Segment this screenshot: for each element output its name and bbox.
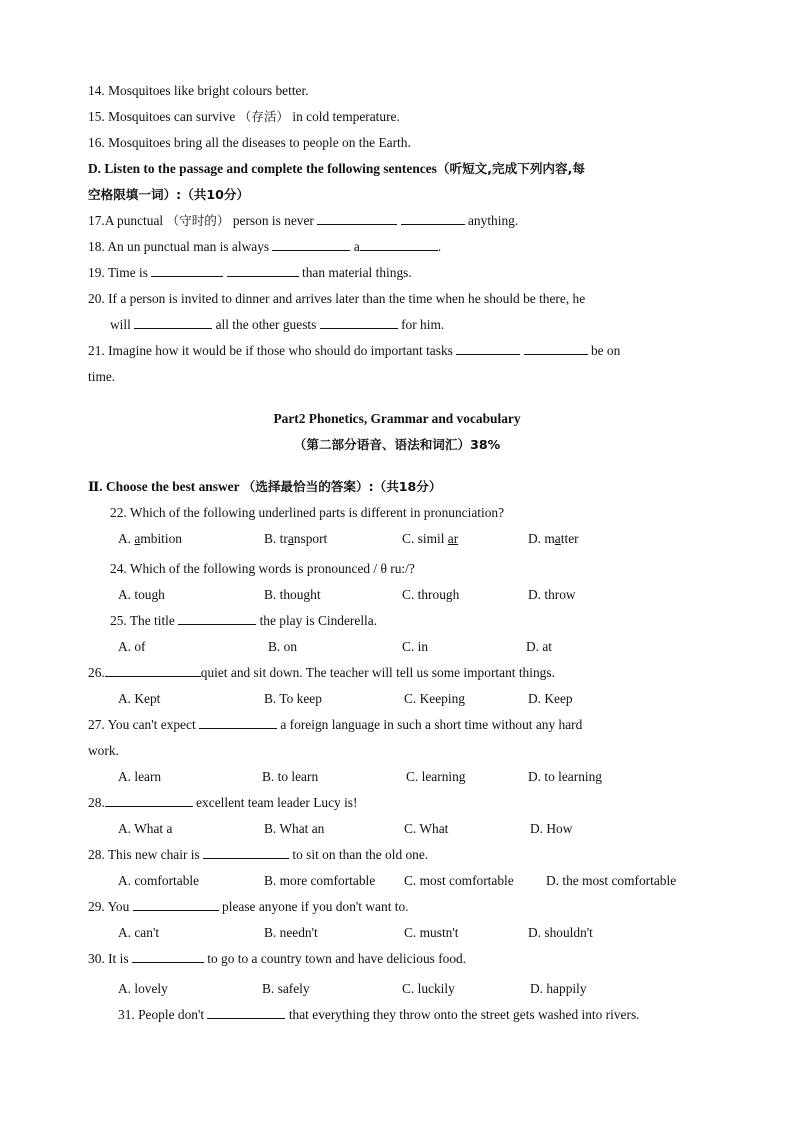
question-29 — [88, 898, 409, 916]
option-28b-b[interactable]: B. more comfortable — [264, 873, 376, 888]
answer-blank[interactable] — [151, 264, 223, 277]
section-d-instruction-1: （听短文,完成下列内容,每 — [436, 161, 585, 176]
section-d-heading — [88, 160, 585, 178]
option-29-c[interactable]: C. mustn't — [404, 925, 459, 940]
question-15-text-end: in cold temperature. — [292, 109, 400, 124]
answer-blank[interactable] — [207, 1006, 285, 1019]
option-25-d[interactable]: D. at — [526, 639, 553, 654]
option-text: nsport — [293, 531, 328, 546]
option-27-c[interactable]: C. learning — [406, 769, 466, 784]
option-letter: A. — [118, 531, 135, 546]
option-26-c[interactable]: C. Keeping — [404, 691, 465, 706]
question-20 — [88, 290, 585, 308]
question-15 — [88, 108, 400, 126]
question-18 — [88, 238, 441, 256]
option-24-c[interactable]: C. through — [402, 587, 460, 602]
option-28a-b[interactable]: B. What an — [264, 821, 325, 836]
answer-blank[interactable] — [105, 664, 201, 677]
question-28b-text: 28. This new chair is — [88, 847, 200, 862]
part-2-subtitle — [0, 436, 794, 454]
question-21-text: 21. Imagine how it would be if those who should do important tasks — [88, 343, 453, 358]
option-22-a[interactable] — [118, 530, 182, 548]
answer-blank[interactable] — [272, 238, 350, 251]
question-28-number: 28. — [88, 795, 105, 810]
option-24-d[interactable]: D. throw — [528, 587, 576, 602]
question-25 — [110, 612, 377, 630]
section-ii-instruction: （选择最恰当的答案）:（共18分） — [242, 479, 442, 494]
question-15-chinese-gloss: （存活） — [238, 109, 290, 124]
question-22-text: 22. Which of the following underlined parts is different in pronunciation? — [110, 505, 505, 520]
question-21-text-2: time. — [88, 369, 116, 384]
option-29-b[interactable]: B. needn't — [264, 925, 318, 940]
question-16-text: 16. Mosquitoes bring all the diseases to people on the Earth. — [88, 135, 411, 150]
option-text: tr — [279, 531, 288, 546]
question-17-text: 17.A punctual — [88, 213, 164, 228]
underlined-part: ar — [447, 531, 459, 546]
answer-blank[interactable] — [105, 794, 193, 807]
question-17-chinese-gloss: （守时的） — [166, 213, 230, 228]
question-29-text-end: please anyone if you don't want to. — [222, 899, 409, 914]
question-21-text-end: be on — [590, 343, 621, 358]
answer-blank[interactable] — [132, 950, 204, 963]
underlined-part: a — [554, 531, 561, 546]
question-18-text-mid: a — [353, 239, 360, 254]
option-22-c[interactable] — [402, 530, 458, 548]
question-28-first — [88, 794, 357, 812]
option-28a-c[interactable]: C. What — [404, 821, 449, 836]
question-27-line-2 — [88, 742, 119, 760]
option-30-a[interactable]: A. lovely — [118, 981, 168, 996]
question-19-text: 19. Time is — [88, 265, 148, 280]
question-25-text: 25. The title — [110, 613, 175, 628]
question-28-second — [88, 846, 428, 864]
question-30-text: 30. It is — [88, 951, 129, 966]
option-letter: C. — [402, 531, 418, 546]
option-30-d[interactable]: D. happily — [530, 981, 587, 996]
question-31-text: 31. People don't — [118, 1007, 205, 1022]
option-text: mbition — [140, 531, 182, 546]
answer-blank[interactable] — [401, 212, 465, 225]
option-28b-a[interactable]: A. comfortable — [118, 873, 200, 888]
question-29-text: 29. You — [88, 899, 130, 914]
question-19 — [88, 264, 412, 282]
option-22-b[interactable] — [264, 530, 327, 548]
option-26-a[interactable]: A. Kept — [118, 691, 161, 706]
option-24-a[interactable]: A. tough — [118, 587, 165, 602]
question-18-text-end: . — [437, 239, 442, 254]
section-ii-title: Ⅱ. Choose the best answer — [88, 479, 240, 494]
option-29-d[interactable]: D. shouldn't — [528, 925, 593, 940]
answer-blank[interactable] — [199, 716, 277, 729]
part-2-title-text: Part2 Phonetics, Grammar and vocabulary — [273, 411, 521, 426]
question-19-text-end: than material things. — [302, 265, 412, 280]
option-28b-c[interactable]: C. most comfortable — [404, 873, 514, 888]
question-30-text-end: to go to a country town and have delicious food. — [207, 951, 467, 966]
option-letter: D. — [528, 531, 545, 546]
option-26-b[interactable]: B. To keep — [264, 691, 322, 706]
question-25-text-end: the play is Cinderella. — [259, 613, 378, 628]
question-18-text: 18. An un punctual man is always — [88, 239, 270, 254]
question-21 — [88, 342, 620, 360]
option-25-a[interactable]: A. of — [118, 639, 146, 654]
option-27-b[interactable]: B. to learn — [262, 769, 319, 784]
question-28b-text-end: to sit on than the old one. — [292, 847, 429, 862]
question-17-text-end: anything. — [467, 213, 519, 228]
option-29-a[interactable]: A. can't — [118, 925, 160, 940]
question-14 — [88, 82, 309, 100]
part-2-title — [0, 410, 794, 428]
underlined-part: a — [287, 531, 294, 546]
question-17 — [88, 212, 518, 230]
option-27-a[interactable]: A. learn — [118, 769, 162, 784]
question-20-text-2: will — [110, 317, 131, 332]
question-27 — [88, 716, 582, 734]
answer-blank[interactable] — [360, 238, 438, 251]
option-22-d[interactable] — [528, 530, 579, 548]
option-26-d[interactable]: D. Keep — [528, 691, 573, 706]
option-30-b[interactable]: B. safely — [262, 981, 310, 996]
section-ii-heading — [88, 478, 442, 496]
question-26-number: 26. — [88, 665, 105, 680]
option-25-c[interactable]: C. in — [402, 639, 429, 654]
question-27-text: 27. You can't expect — [88, 717, 196, 732]
answer-blank[interactable] — [456, 342, 520, 355]
question-26-text: quiet and sit down. The teacher will tell us some important things. — [200, 665, 555, 680]
underlined-part: a — [134, 531, 141, 546]
option-letter: B. — [264, 531, 280, 546]
question-16 — [88, 134, 411, 152]
option-27-d[interactable]: D. to learning — [528, 769, 603, 784]
option-28a-d[interactable]: D. How — [530, 821, 573, 836]
question-20-line-2 — [110, 316, 444, 334]
option-24-b[interactable]: B. thought — [264, 587, 321, 602]
question-14-text: 14. Mosquitoes like bright colours better. — [88, 83, 309, 98]
question-17-text-mid: person is never — [232, 213, 314, 228]
question-24-text: 24. Which of the following words is pronounced / θ ru:/? — [110, 561, 415, 576]
question-20-text: 20. If a person is invited to dinner and arrives later than the time when he should be there, he — [88, 291, 586, 306]
question-20-text-3: all the other guests — [215, 317, 317, 332]
section-d-instruction-2 — [88, 186, 249, 204]
option-25-b[interactable]: B. on — [268, 639, 298, 654]
option-28b-d[interactable]: D. the most comfortable — [546, 873, 677, 888]
question-27-text-mid: a foreign language in such a short time without any hard — [280, 717, 583, 732]
answer-blank[interactable] — [178, 612, 256, 625]
answer-blank[interactable] — [320, 316, 398, 329]
option-30-c[interactable]: C. luckily — [402, 981, 455, 996]
section-d-instruction-2-text: 空格限填一词）:（共10分） — [88, 187, 250, 202]
answer-blank[interactable] — [133, 898, 219, 911]
question-31 — [118, 1006, 640, 1024]
question-24 — [110, 560, 415, 578]
question-21-line-2 — [88, 368, 115, 386]
section-d-title: D. Listen to the passage and complete the following sentences — [88, 161, 437, 176]
option-text: tter — [560, 531, 579, 546]
answer-blank[interactable] — [524, 342, 588, 355]
question-28-text: excellent team leader Lucy is! — [196, 795, 358, 810]
question-20-text-end: for him. — [401, 317, 445, 332]
part-2-subtitle-text: （第二部分语音、语法和词汇）38% — [293, 437, 501, 452]
answer-blank[interactable] — [134, 316, 212, 329]
answer-blank[interactable] — [227, 264, 299, 277]
question-31-text-end: that everything they throw onto the street gets washed into rivers. — [288, 1007, 640, 1022]
answer-blank[interactable] — [317, 212, 397, 225]
question-22 — [110, 504, 504, 522]
option-text: m — [544, 531, 555, 546]
question-30 — [88, 950, 466, 968]
question-27-text-end: work. — [88, 743, 119, 758]
question-15-text: 15. Mosquitoes can survive — [88, 109, 236, 124]
question-26 — [88, 664, 555, 682]
option-28a-a[interactable]: A. What a — [118, 821, 173, 836]
answer-blank[interactable] — [203, 846, 289, 859]
option-text: simil — [417, 531, 448, 546]
